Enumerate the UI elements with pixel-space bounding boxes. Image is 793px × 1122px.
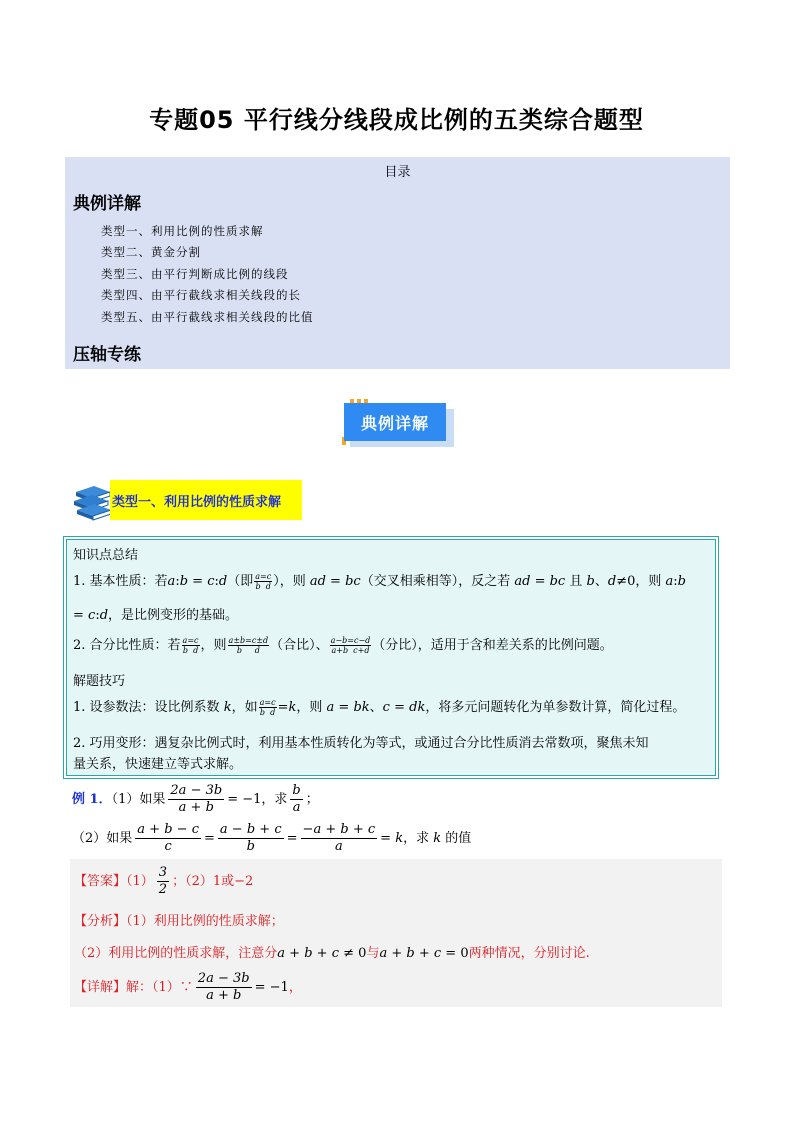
page-title: 专题05 平行线分线段成比例的五类综合题型 — [149, 106, 644, 134]
example-question-1: 例 1．（1）如果 $\frac{2a - 3b}{a + b}$ = −1，求 $\frac{b}{a}$ ； — [72, 783, 319, 815]
section-badge-label: 典例详解 — [344, 403, 446, 441]
toc-item-type1[interactable]: 类型一、利用比例的性质求解 — [101, 224, 264, 238]
knowledge-box — [66, 539, 716, 776]
tips-heading: 解题技巧 — [73, 674, 126, 689]
example-label: 例 1． — [72, 792, 112, 807]
toc-item-type5[interactable]: 类型五、由平行截线求相关线段的比值 — [101, 310, 314, 324]
knowledge-line-5: 2. 巧用变形：遇复杂比例式时，利用基本性质转化为等式，或通过合分比性质消去常数项，聚焦未知 — [73, 736, 649, 751]
toc-section-practice[interactable]: 压轴专练 — [73, 345, 141, 365]
type-label: 类型一、利用比例的性质求解 — [110, 480, 302, 520]
toc-section-examples[interactable]: 典例详解 — [73, 194, 141, 214]
table-of-contents — [65, 157, 730, 369]
detail-line: 【详解】解：（1）∵ $\frac{2a - 3b}{a + b}$ = −1， — [74, 971, 302, 1003]
toc-item-type2[interactable]: 类型二、黄金分割 — [101, 245, 201, 259]
analysis-line-1: 【分析】（1）利用比例的性质求解； — [74, 914, 284, 929]
analysis-line-2: （2）利用比例的性质求解，注意分a + b + c ≠ 0与a + b + c = 0两种情况，分别讨论. — [74, 946, 590, 961]
knowledge-line-1: 1. 基本性质：若a:b = c:d（即 $\frac{a=c}{\text{b d}}$ ），则 ad = bc（交叉相乘相等），反之若 ad = bc 且 b、d≠0，则 a:b — [73, 572, 686, 591]
toc-item-type3[interactable]: 类型三、由平行判断成比例的线段 — [101, 267, 289, 281]
knowledge-heading: 知识点总结 — [73, 548, 139, 563]
knowledge-line-2: = c:d，是比例变形的基础。 — [73, 608, 239, 623]
books-icon — [72, 482, 112, 522]
knowledge-line-4: 1. 设参数法：设比例系数 k，如 $\frac{a=c}{\text{b d}}$ =k，则 a = bk、c = dk，将多元问题转化为单参数计算，简化过程。 — [73, 698, 686, 717]
answer-panel — [70, 859, 722, 1007]
toc-item-type4[interactable]: 类型四、由平行截线求相关线段的长 — [101, 288, 301, 302]
answer-line: 【答案】（1） $\frac{3}{2}$ ；（2）1或−2 — [74, 865, 254, 897]
example-question-2: （2）如果 $\frac{a + b - c}{c}$ = $\frac{a - b + c}{b}$ = $\frac{-a + b + c}{a}$ = k，求 k 的值 — [72, 822, 472, 854]
knowledge-line-6: 量关系，快速建立等式求解。 — [73, 757, 243, 772]
toc-heading: 目录 — [384, 165, 411, 180]
knowledge-line-3: 2. 合分比性质：若 $\frac{a=c}{\text{b d}}$ ，则 $\frac{a\pm b=c\pm d}{\text{b d}}$ （合比）、 $\frac{a-b=c-d}{\text{a+b c+d}}$ （分比），适用于含和差关系的比例问题。 — [73, 636, 613, 655]
